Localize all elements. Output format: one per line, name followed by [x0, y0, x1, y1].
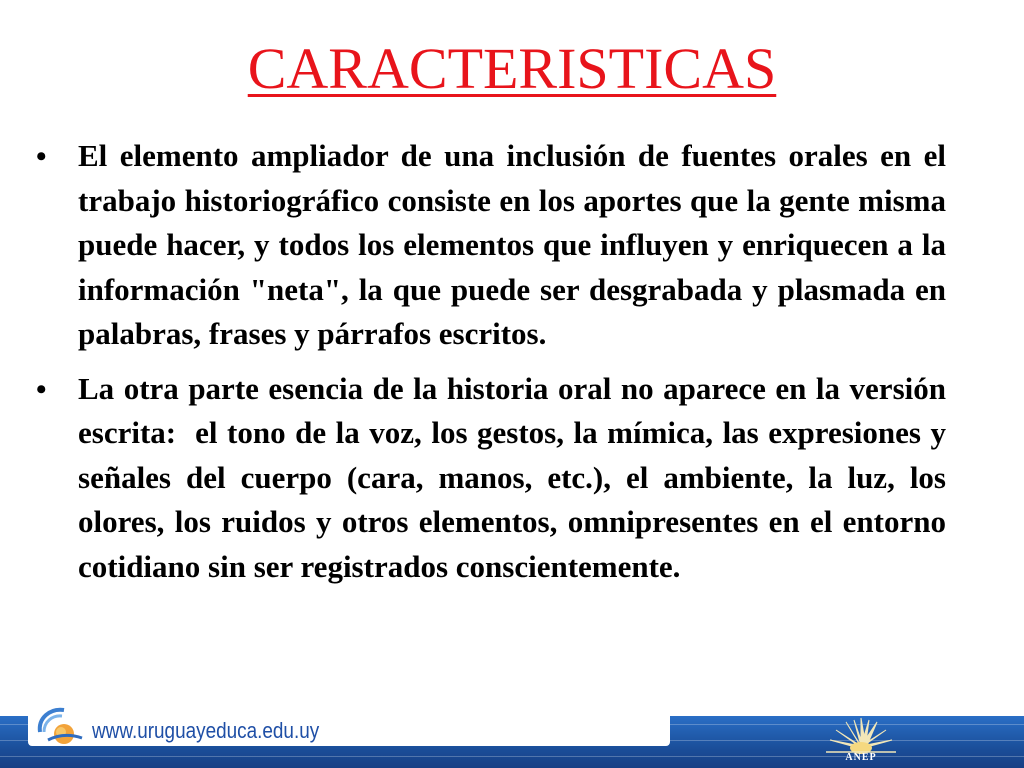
bullet-marker: • — [36, 372, 47, 406]
bullet-text: La otra parte esencia de la historia oral no aparece en la versión escrita: el tono de la voz, los gestos, la mímica, las expresiones y señales del cuerpo (cara, manos, etc.), el ambiente, la luz, los olores, los ruidos y otros elementos, omnipresentes en el entorno cotidiano sin ser registrados conscientemente. — [78, 370, 954, 584]
bullet-text: El elemento ampliador de una inclusión de fuentes orales en el trabajo historiográfico consiste en los aportes que la gente misma puede hacer, y todos los elementos que influyen y enriquecen a la información "neta", la que puede ser desgrabada y plasmada en palabras, frases y párrafos escritos. — [78, 138, 954, 351]
slide-title: CARACTERISTICAS — [247, 36, 777, 101]
website-url[interactable]: www.uruguayeduca.edu.uy — [92, 718, 320, 743]
bullet-item-1 — [36, 134, 954, 357]
uruguayeduca-logo-icon — [34, 702, 90, 748]
bullet-marker: • — [36, 140, 47, 173]
anep-logo-text: ANEP — [845, 752, 877, 763]
bullet-item-2 — [36, 367, 954, 590]
footer — [0, 716, 1024, 768]
bullet-list — [36, 134, 954, 599]
